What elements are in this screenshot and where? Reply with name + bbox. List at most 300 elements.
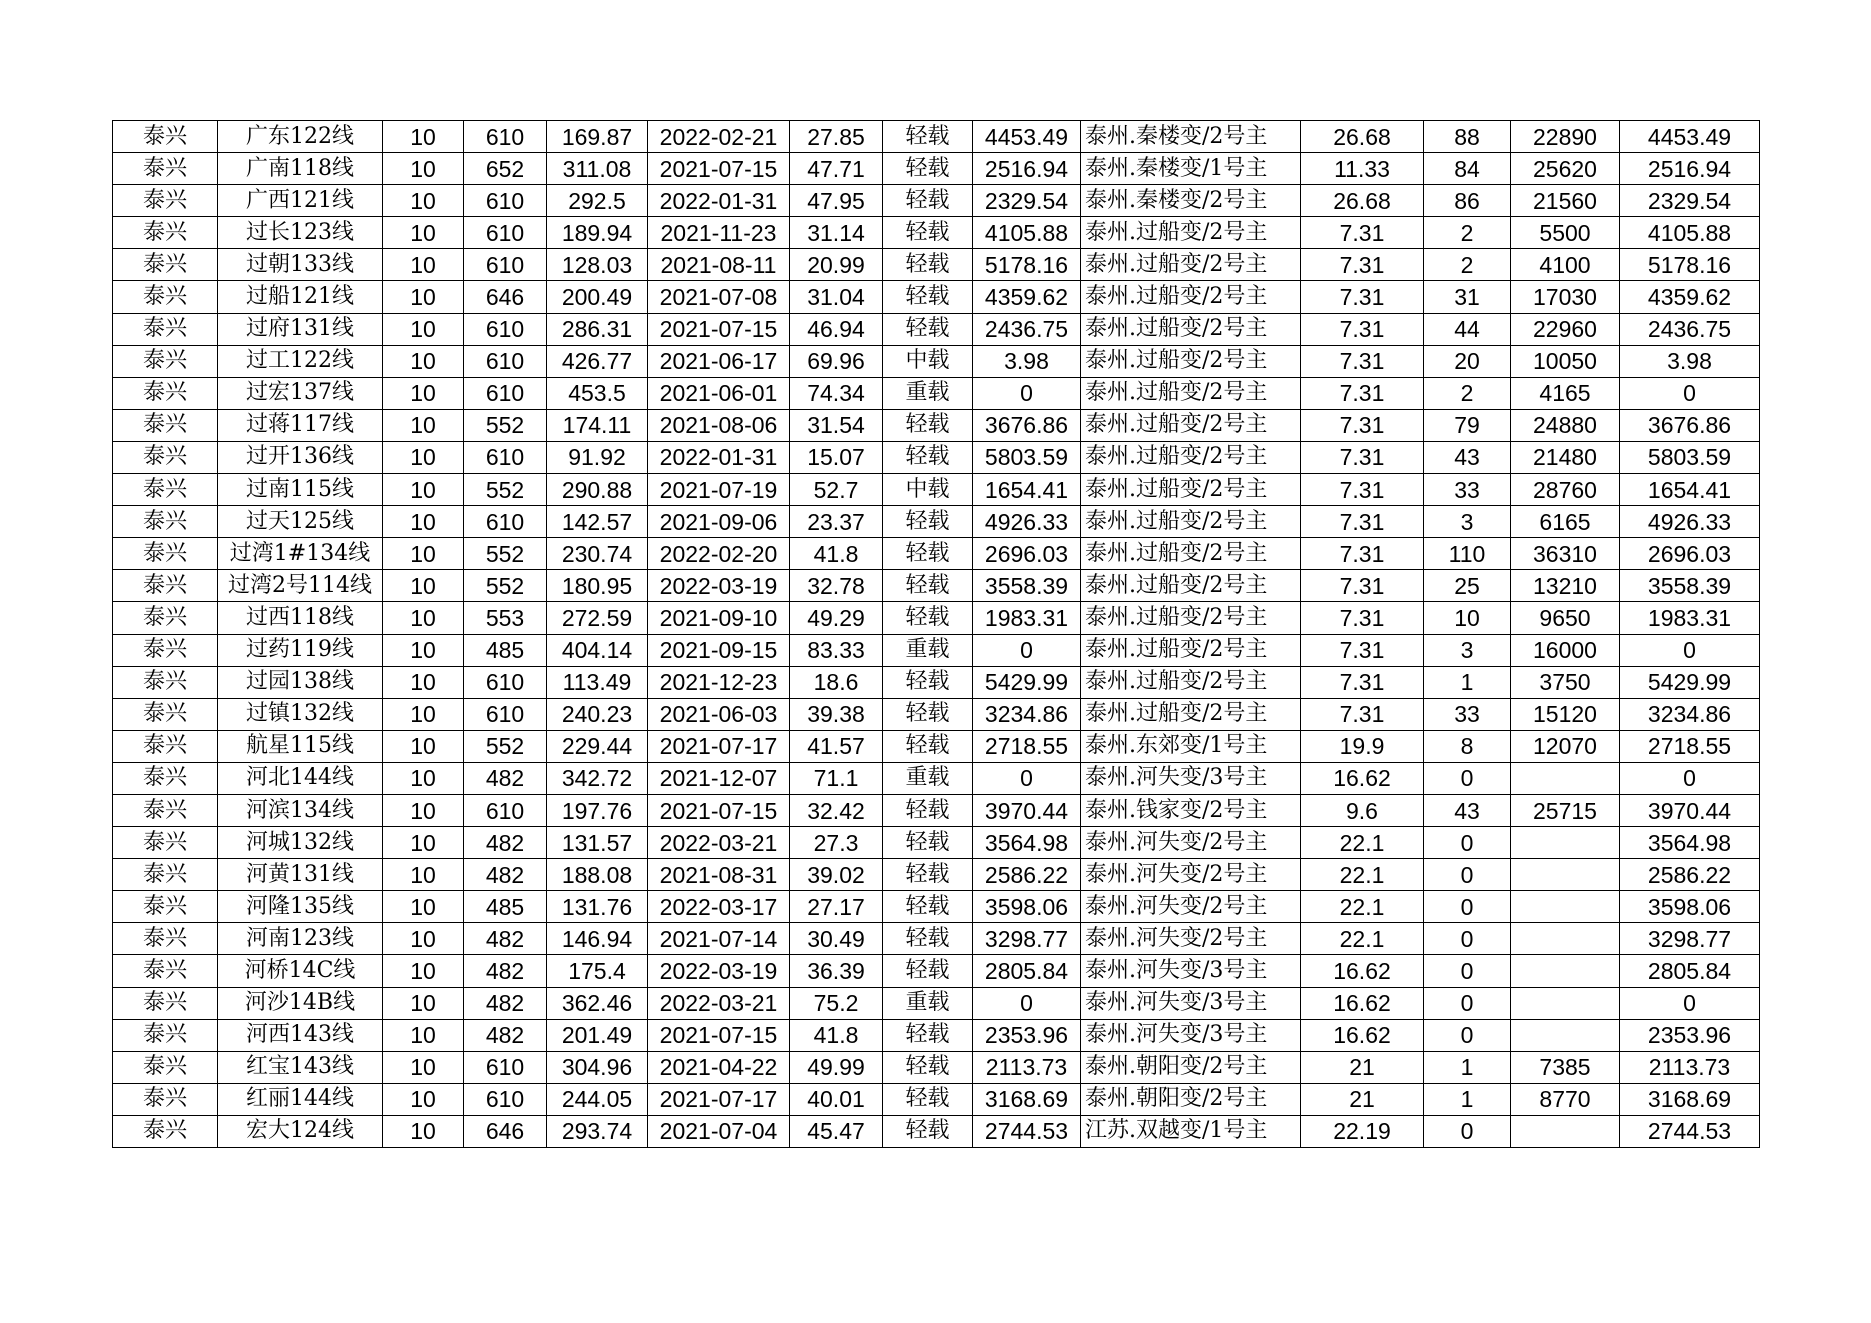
user-capacity-cell: 5500 (1511, 217, 1620, 249)
load-status-cell: 轻载 (883, 827, 973, 859)
line-name-cell: 河滨134线 (218, 794, 383, 826)
available-capacity-cell: 1983.31 (973, 602, 1081, 634)
current-cell: 128.03 (547, 249, 648, 281)
remaining-capacity-cell: 3558.39 (1620, 570, 1760, 602)
transformer-rate-cell: 7.31 (1301, 313, 1424, 345)
remaining-capacity-cell: 3598.06 (1620, 891, 1760, 923)
capacity-cell: 610 (464, 441, 547, 473)
remaining-capacity-cell: 2113.73 (1620, 1051, 1760, 1083)
region-cell: 泰兴 (113, 827, 218, 859)
table-row (113, 955, 1760, 987)
load-rate-cell: 39.38 (790, 698, 883, 730)
count-cell: 2 (1424, 217, 1511, 249)
line-name-cell: 河西143线 (218, 1019, 383, 1051)
capacity-cell: 552 (464, 409, 547, 441)
load-rate-cell: 74.34 (790, 377, 883, 409)
voltage-cell: 10 (383, 217, 464, 249)
load-rate-cell: 32.78 (790, 570, 883, 602)
remaining-capacity-cell: 2586.22 (1620, 859, 1760, 891)
capacity-cell: 553 (464, 602, 547, 634)
user-capacity-cell: 7385 (1511, 1051, 1620, 1083)
count-cell: 0 (1424, 955, 1511, 987)
current-cell: 292.5 (547, 185, 648, 217)
line-name-cell: 过南115线 (218, 474, 383, 506)
available-capacity-cell: 3676.86 (973, 409, 1081, 441)
count-cell: 20 (1424, 345, 1511, 377)
region-cell: 泰兴 (113, 570, 218, 602)
capacity-cell: 610 (464, 217, 547, 249)
table-row (113, 538, 1760, 570)
load-rate-cell: 45.47 (790, 1115, 883, 1147)
transformer-rate-cell: 21 (1301, 1083, 1424, 1115)
region-cell: 泰兴 (113, 666, 218, 698)
transformer-cell: 泰州.钱家变/2号主 (1081, 794, 1301, 826)
voltage-cell: 10 (383, 474, 464, 506)
region-cell: 泰兴 (113, 281, 218, 313)
current-cell: 169.87 (547, 121, 648, 153)
table-row (113, 1083, 1760, 1115)
transformer-cell: 泰州.过船变/2号主 (1081, 538, 1301, 570)
current-cell: 286.31 (547, 313, 648, 345)
table-row (113, 827, 1760, 859)
count-cell: 33 (1424, 474, 1511, 506)
voltage-cell: 10 (383, 1083, 464, 1115)
region-cell: 泰兴 (113, 1019, 218, 1051)
count-cell: 86 (1424, 185, 1511, 217)
count-cell: 0 (1424, 762, 1511, 794)
date-cell: 2021-07-08 (648, 281, 790, 313)
current-cell: 131.76 (547, 891, 648, 923)
current-cell: 272.59 (547, 602, 648, 634)
current-cell: 453.5 (547, 377, 648, 409)
available-capacity-cell: 0 (973, 377, 1081, 409)
voltage-cell: 10 (383, 538, 464, 570)
table-row (113, 249, 1760, 281)
count-cell: 3 (1424, 506, 1511, 538)
transformer-rate-cell: 22.19 (1301, 1115, 1424, 1147)
table-row (113, 121, 1760, 153)
remaining-capacity-cell: 2516.94 (1620, 153, 1760, 185)
user-capacity-cell (1511, 1019, 1620, 1051)
date-cell: 2021-06-03 (648, 698, 790, 730)
table-row (113, 345, 1760, 377)
load-status-cell: 轻载 (883, 409, 973, 441)
user-capacity-cell (1511, 762, 1620, 794)
load-rate-cell: 23.37 (790, 506, 883, 538)
load-rate-cell: 31.54 (790, 409, 883, 441)
user-capacity-cell: 10050 (1511, 345, 1620, 377)
region-cell: 泰兴 (113, 185, 218, 217)
date-cell: 2021-07-14 (648, 923, 790, 955)
table-row (113, 474, 1760, 506)
load-rate-cell: 46.94 (790, 313, 883, 345)
table-row (113, 859, 1760, 891)
voltage-cell: 10 (383, 1051, 464, 1083)
line-name-cell: 过湾2号114线 (218, 570, 383, 602)
load-status-cell: 重载 (883, 762, 973, 794)
transformer-cell: 泰州.河失变/3号主 (1081, 1019, 1301, 1051)
remaining-capacity-cell: 2718.55 (1620, 730, 1760, 762)
remaining-capacity-cell: 3676.86 (1620, 409, 1760, 441)
capacity-cell: 610 (464, 666, 547, 698)
table-row (113, 217, 1760, 249)
region-cell: 泰兴 (113, 377, 218, 409)
load-status-cell: 轻载 (883, 602, 973, 634)
region-cell: 泰兴 (113, 1051, 218, 1083)
region-cell: 泰兴 (113, 698, 218, 730)
transformer-cell: 泰州.河失变/3号主 (1081, 987, 1301, 1019)
transformer-cell: 泰州.过船变/2号主 (1081, 249, 1301, 281)
remaining-capacity-cell: 1983.31 (1620, 602, 1760, 634)
capacity-cell: 482 (464, 923, 547, 955)
region-cell: 泰兴 (113, 634, 218, 666)
available-capacity-cell: 5178.16 (973, 249, 1081, 281)
capacity-cell: 482 (464, 827, 547, 859)
transformer-rate-cell: 16.62 (1301, 762, 1424, 794)
table-row (113, 409, 1760, 441)
date-cell: 2021-07-15 (648, 794, 790, 826)
date-cell: 2021-07-17 (648, 1083, 790, 1115)
voltage-cell: 10 (383, 987, 464, 1019)
voltage-cell: 10 (383, 121, 464, 153)
user-capacity-cell: 4165 (1511, 377, 1620, 409)
current-cell: 175.4 (547, 955, 648, 987)
date-cell: 2021-08-06 (648, 409, 790, 441)
current-cell: 201.49 (547, 1019, 648, 1051)
transformer-rate-cell: 19.9 (1301, 730, 1424, 762)
current-cell: 426.77 (547, 345, 648, 377)
transformer-rate-cell: 7.31 (1301, 409, 1424, 441)
user-capacity-cell (1511, 1115, 1620, 1147)
count-cell: 2 (1424, 249, 1511, 281)
region-cell: 泰兴 (113, 506, 218, 538)
line-name-cell: 过西118线 (218, 602, 383, 634)
current-cell: 174.11 (547, 409, 648, 441)
transformer-cell: 泰州.河失变/2号主 (1081, 859, 1301, 891)
user-capacity-cell (1511, 987, 1620, 1019)
transformer-cell: 泰州.河失变/3号主 (1081, 762, 1301, 794)
date-cell: 2021-07-15 (648, 153, 790, 185)
capacity-cell: 485 (464, 891, 547, 923)
line-name-cell: 过药119线 (218, 634, 383, 666)
capacity-cell: 610 (464, 185, 547, 217)
load-rate-cell: 49.99 (790, 1051, 883, 1083)
transformer-rate-cell: 22.1 (1301, 923, 1424, 955)
transformer-cell: 泰州.过船变/2号主 (1081, 313, 1301, 345)
date-cell: 2021-07-04 (648, 1115, 790, 1147)
available-capacity-cell: 2113.73 (973, 1051, 1081, 1083)
load-rate-cell: 41.8 (790, 1019, 883, 1051)
region-cell: 泰兴 (113, 730, 218, 762)
available-capacity-cell: 2516.94 (973, 153, 1081, 185)
transformer-rate-cell: 16.62 (1301, 955, 1424, 987)
transformer-rate-cell: 21 (1301, 1051, 1424, 1083)
capacity-cell: 552 (464, 730, 547, 762)
transformer-rate-cell: 7.31 (1301, 698, 1424, 730)
count-cell: 31 (1424, 281, 1511, 313)
line-name-cell: 广南118线 (218, 153, 383, 185)
region-cell: 泰兴 (113, 345, 218, 377)
current-cell: 311.08 (547, 153, 648, 185)
load-rate-cell: 27.3 (790, 827, 883, 859)
available-capacity-cell: 2696.03 (973, 538, 1081, 570)
transformer-rate-cell: 11.33 (1301, 153, 1424, 185)
table-row (113, 794, 1760, 826)
count-cell: 0 (1424, 891, 1511, 923)
transformer-cell: 泰州.过船变/2号主 (1081, 441, 1301, 473)
capacity-cell: 482 (464, 955, 547, 987)
load-status-cell: 轻载 (883, 506, 973, 538)
capacity-cell: 652 (464, 153, 547, 185)
voltage-cell: 10 (383, 506, 464, 538)
line-name-cell: 航星115线 (218, 730, 383, 762)
user-capacity-cell: 22960 (1511, 313, 1620, 345)
voltage-cell: 10 (383, 345, 464, 377)
transformer-rate-cell: 22.1 (1301, 827, 1424, 859)
remaining-capacity-cell: 0 (1620, 634, 1760, 666)
region-cell: 泰兴 (113, 762, 218, 794)
region-cell: 泰兴 (113, 313, 218, 345)
count-cell: 25 (1424, 570, 1511, 602)
user-capacity-cell: 25715 (1511, 794, 1620, 826)
load-status-cell: 轻载 (883, 538, 973, 570)
voltage-cell: 10 (383, 249, 464, 281)
date-cell: 2021-12-07 (648, 762, 790, 794)
available-capacity-cell: 4453.49 (973, 121, 1081, 153)
load-rate-cell: 41.8 (790, 538, 883, 570)
current-cell: 113.49 (547, 666, 648, 698)
voltage-cell: 10 (383, 794, 464, 826)
line-name-cell: 广东122线 (218, 121, 383, 153)
voltage-cell: 10 (383, 281, 464, 313)
capacity-cell: 610 (464, 794, 547, 826)
count-cell: 8 (1424, 730, 1511, 762)
user-capacity-cell: 21560 (1511, 185, 1620, 217)
transformer-rate-cell: 26.68 (1301, 121, 1424, 153)
transformer-cell: 泰州.朝阳变/2号主 (1081, 1051, 1301, 1083)
user-capacity-cell: 3750 (1511, 666, 1620, 698)
capacity-cell: 552 (464, 538, 547, 570)
available-capacity-cell: 2718.55 (973, 730, 1081, 762)
current-cell: 131.57 (547, 827, 648, 859)
capacity-cell: 610 (464, 1083, 547, 1115)
load-status-cell: 中载 (883, 345, 973, 377)
transformer-cell: 泰州.秦楼变/2号主 (1081, 185, 1301, 217)
date-cell: 2022-01-31 (648, 441, 790, 473)
line-name-cell: 过湾1#134线 (218, 538, 383, 570)
load-rate-cell: 40.01 (790, 1083, 883, 1115)
available-capacity-cell: 5803.59 (973, 441, 1081, 473)
load-status-cell: 轻载 (883, 730, 973, 762)
region-cell: 泰兴 (113, 794, 218, 826)
capacity-cell: 485 (464, 634, 547, 666)
current-cell: 404.14 (547, 634, 648, 666)
table-row (113, 923, 1760, 955)
load-status-cell: 轻载 (883, 153, 973, 185)
count-cell: 3 (1424, 634, 1511, 666)
load-rate-cell: 27.17 (790, 891, 883, 923)
count-cell: 1 (1424, 1083, 1511, 1115)
load-status-cell: 重载 (883, 987, 973, 1019)
table-row (113, 891, 1760, 923)
line-name-cell: 河北144线 (218, 762, 383, 794)
capacity-cell: 610 (464, 377, 547, 409)
voltage-cell: 10 (383, 1115, 464, 1147)
load-rate-cell: 69.96 (790, 345, 883, 377)
load-status-cell: 中载 (883, 474, 973, 506)
transformer-rate-cell: 16.62 (1301, 987, 1424, 1019)
table-row (113, 762, 1760, 794)
table-row (113, 281, 1760, 313)
table-row (113, 1019, 1760, 1051)
capacity-cell: 610 (464, 121, 547, 153)
load-status-cell: 轻载 (883, 891, 973, 923)
load-status-cell: 轻载 (883, 1115, 973, 1147)
line-name-cell: 过天125线 (218, 506, 383, 538)
region-cell: 泰兴 (113, 474, 218, 506)
table-row (113, 666, 1760, 698)
capacity-cell: 552 (464, 474, 547, 506)
count-cell: 2 (1424, 377, 1511, 409)
region-cell: 泰兴 (113, 923, 218, 955)
date-cell: 2021-07-17 (648, 730, 790, 762)
user-capacity-cell: 21480 (1511, 441, 1620, 473)
remaining-capacity-cell: 4359.62 (1620, 281, 1760, 313)
user-capacity-cell: 25620 (1511, 153, 1620, 185)
table-row (113, 313, 1760, 345)
transformer-cell: 泰州.过船变/2号主 (1081, 570, 1301, 602)
line-name-cell: 红宝143线 (218, 1051, 383, 1083)
count-cell: 1 (1424, 666, 1511, 698)
transformer-cell: 泰州.过船变/2号主 (1081, 217, 1301, 249)
table-row (113, 377, 1760, 409)
available-capacity-cell: 2586.22 (973, 859, 1081, 891)
region-cell: 泰兴 (113, 409, 218, 441)
user-capacity-cell: 17030 (1511, 281, 1620, 313)
available-capacity-cell: 3.98 (973, 345, 1081, 377)
date-cell: 2021-08-11 (648, 249, 790, 281)
available-capacity-cell: 4105.88 (973, 217, 1081, 249)
capacity-cell: 482 (464, 762, 547, 794)
voltage-cell: 10 (383, 955, 464, 987)
table-row (113, 1051, 1760, 1083)
load-status-cell: 轻载 (883, 698, 973, 730)
table-row (113, 730, 1760, 762)
table-row (113, 1115, 1760, 1147)
available-capacity-cell: 0 (973, 762, 1081, 794)
current-cell: 180.95 (547, 570, 648, 602)
user-capacity-cell: 6165 (1511, 506, 1620, 538)
remaining-capacity-cell: 3298.77 (1620, 923, 1760, 955)
load-rate-cell: 47.95 (790, 185, 883, 217)
load-rate-cell: 15.07 (790, 441, 883, 473)
user-capacity-cell (1511, 923, 1620, 955)
transformer-rate-cell: 7.31 (1301, 474, 1424, 506)
transformer-rate-cell: 7.31 (1301, 666, 1424, 698)
region-cell: 泰兴 (113, 955, 218, 987)
count-cell: 84 (1424, 153, 1511, 185)
transformer-rate-cell: 7.31 (1301, 570, 1424, 602)
voltage-cell: 10 (383, 859, 464, 891)
available-capacity-cell: 2744.53 (973, 1115, 1081, 1147)
load-rate-cell: 71.1 (790, 762, 883, 794)
remaining-capacity-cell: 2696.03 (1620, 538, 1760, 570)
line-name-cell: 过宏137线 (218, 377, 383, 409)
user-capacity-cell: 36310 (1511, 538, 1620, 570)
table-row (113, 602, 1760, 634)
line-name-cell: 红丽144线 (218, 1083, 383, 1115)
transformer-rate-cell: 26.68 (1301, 185, 1424, 217)
table-row (113, 185, 1760, 217)
transformer-rate-cell: 7.31 (1301, 249, 1424, 281)
table-row (113, 634, 1760, 666)
voltage-cell: 10 (383, 1019, 464, 1051)
line-name-cell: 过朝133线 (218, 249, 383, 281)
table-row (113, 441, 1760, 473)
count-cell: 88 (1424, 121, 1511, 153)
transformer-rate-cell: 7.31 (1301, 506, 1424, 538)
region-cell: 泰兴 (113, 602, 218, 634)
region-cell: 泰兴 (113, 217, 218, 249)
date-cell: 2021-07-15 (648, 313, 790, 345)
transformer-cell: 泰州.过船变/2号主 (1081, 281, 1301, 313)
line-name-cell: 河城132线 (218, 827, 383, 859)
available-capacity-cell: 2329.54 (973, 185, 1081, 217)
remaining-capacity-cell: 2329.54 (1620, 185, 1760, 217)
date-cell: 2021-11-23 (648, 217, 790, 249)
transformer-rate-cell: 7.31 (1301, 441, 1424, 473)
load-status-cell: 轻载 (883, 185, 973, 217)
load-status-cell: 轻载 (883, 859, 973, 891)
current-cell: 290.88 (547, 474, 648, 506)
date-cell: 2022-02-20 (648, 538, 790, 570)
current-cell: 200.49 (547, 281, 648, 313)
region-cell: 泰兴 (113, 249, 218, 281)
load-status-cell: 轻载 (883, 249, 973, 281)
transformer-cell: 泰州.过船变/2号主 (1081, 474, 1301, 506)
date-cell: 2022-03-21 (648, 987, 790, 1019)
load-rate-cell: 47.71 (790, 153, 883, 185)
transformer-cell: 泰州.河失变/2号主 (1081, 827, 1301, 859)
capacity-cell: 552 (464, 570, 547, 602)
user-capacity-cell: 16000 (1511, 634, 1620, 666)
available-capacity-cell: 3234.86 (973, 698, 1081, 730)
user-capacity-cell: 4100 (1511, 249, 1620, 281)
current-cell: 240.23 (547, 698, 648, 730)
current-cell: 362.46 (547, 987, 648, 1019)
remaining-capacity-cell: 5803.59 (1620, 441, 1760, 473)
user-capacity-cell: 9650 (1511, 602, 1620, 634)
load-status-cell: 轻载 (883, 121, 973, 153)
available-capacity-cell: 2805.84 (973, 955, 1081, 987)
available-capacity-cell: 5429.99 (973, 666, 1081, 698)
table-row (113, 506, 1760, 538)
count-cell: 10 (1424, 602, 1511, 634)
date-cell: 2022-03-19 (648, 955, 790, 987)
date-cell: 2022-03-19 (648, 570, 790, 602)
load-rate-cell: 32.42 (790, 794, 883, 826)
date-cell: 2021-12-23 (648, 666, 790, 698)
user-capacity-cell (1511, 891, 1620, 923)
count-cell: 0 (1424, 923, 1511, 955)
transformer-rate-cell: 7.31 (1301, 345, 1424, 377)
load-rate-cell: 20.99 (790, 249, 883, 281)
count-cell: 0 (1424, 859, 1511, 891)
transformer-cell: 泰州.秦楼变/2号主 (1081, 121, 1301, 153)
line-name-cell: 河南123线 (218, 923, 383, 955)
count-cell: 0 (1424, 987, 1511, 1019)
table-body (113, 121, 1760, 1148)
